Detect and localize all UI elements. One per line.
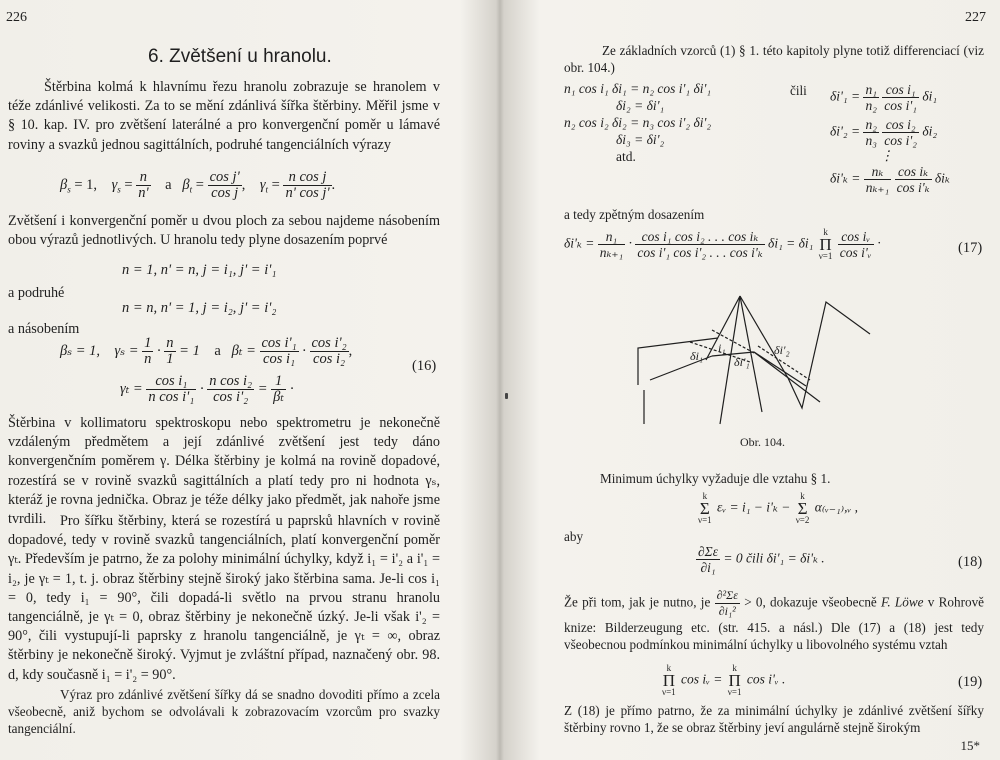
paragraph: Štěrbina kolmá k hlavnímu řezu hranolu zobrazuje se hranolem v téže zdánlivé velikosti. Za to se mění zdánlivá šířka štěrbiny. Měřil jsme v § 10. kap. IV. pro zvětšení laterálné a pro konvergenční poměr u lámavé roviny a svazků jednou sagittálních, podruhé tangenciálních výrazy <box>8 79 440 153</box>
page-number: 226 <box>6 10 27 25</box>
paragraph: a tedy zpětným dosazením <box>564 207 705 222</box>
equation-number: (18) <box>958 554 983 570</box>
paragraph: Minimum úchylky vyžaduje dle vztahu § 1. <box>600 471 831 486</box>
label-text: a podruhé <box>8 285 65 301</box>
equation-system-right: δi'₁ = $\frac{\text{n₁}}{\text{n₂}}$ $\frac{\text{cos i₁}}{\text{cos i'₁}}$ δi₁ δi'₂ = $\frac{\text{n₂}}{\text{n₃}}$ $\frac{\text{cos i₂}}{\text{cos i'₂}}$ δi₂ ⋮ δi'ₖ = $\frac{\text{nₖ}}{\text{nₖ₊₁}}$ $\frac{\text{cos iₖ}}{\text{cos i'ₖ}}$ δiₖ <box>830 82 950 195</box>
paragraph: Z (18) je přímo patrno, že za minimální úchylky je zdánlivé zvětšení šířky štěrbiny rovno 1, že se obraz štěrbiny jeví angulárně stejně širokým <box>564 703 984 735</box>
figure-label: δi₁ <box>690 349 704 363</box>
aby-label: aby <box>564 529 584 544</box>
paragraph: Štěrbina v kollimatoru spektroskopu nebo spektrometru je nekonečně vzdáleným předmětem a její zdánlivé zvětšení jest tedy dáno konvergenčním poměrem γ. Délka štěrbiny je kolmá na rovině dopadové, rozestírá se v rovině svazků sagittálních a platí tedy pro ni hodnota γₛ, kteráž je rovna jednička. Obraz je téže délky jako předmět, jak nahoře jsme tvrdili. <box>8 415 440 528</box>
figure-label: δi'₁ <box>734 355 750 369</box>
paragraph: Výraz pro zdánlivé zvětšení šířky dá se snadno dovoditi přímo a zcela všeobecně, aniž bychom se odvolávali k zobrazovacím vzorcům pro svazky tangenciální. <box>8 687 440 736</box>
label-text: a násobením <box>8 321 80 337</box>
equation-product: βₛ = 1, γₛ = $\frac{1}{n}$ · $\frac{n}{1}$ = 1 a βₜ = $\frac{\text{cos i'₁}}{\text{cos i₁}}$ · $\frac{\text{cos i'₂}}{\text{cos i₂}}$ , <box>60 335 353 367</box>
equation-number: (16) <box>412 358 437 374</box>
paragraph: Zvětšení i konvergenční poměr u dvou ploch za sebou najdeme násobením obou výrazů jednotlivých. U hranolu tedy plyne dosazením poprvé <box>8 213 440 249</box>
figure-prism-diagram <box>630 290 880 430</box>
paragraph: Pro šířku štěrbiny, která se rozestírá u paprsků hlavních v rovině dopadové, tedy v rovině svazků tangenciálních, platí konvergenční poměr γₜ. Především je patrno, že za polohy minimální úchylky, když i₁ = i'₂ a i'₁ = i₂, je γₜ = 1, t. j. obraz štěrbiny stejně široký jako štěrbina sama. Je-li cos i₁ = 0, tedy i₁ = 90°, čili dopadá-li světlo na prvou stranu hranolu tangenciálně, je γₜ = 0, obraz štěrbiny je nekonečně úzký. Je-li však i'₂ = 90°, čili vystupují-li paprsky z hranolu tangenciálně, je γₜ = ∞, obraz štěrbiny je nekonečně široký. Vyjmut je zvláštní případ, naznačený obr. 98. d, kdy současně i₁ = i'₂ = 90°. <box>8 513 440 683</box>
figure-label: δi'₂ <box>774 343 790 357</box>
paragraph: Ze základních vzorců (1) § 1. této kapitoly plyne totiž differenciací (viz obr. 104.) <box>564 43 984 75</box>
prism-face-2 <box>740 296 762 412</box>
signature-mark: 15* <box>960 738 980 753</box>
section-heading: 6. Zvětšení u hranolu. <box>148 46 332 67</box>
figure-caption: Obr. 104. <box>740 435 785 449</box>
equation-substitution-1: n = 1, n' = n, j = i₁, j' = i'₁ <box>122 262 277 278</box>
paragraph: Že při tom, jak je nutno, je $\frac{\text{∂²Σε}}{\text{∂i₁²}}$ > 0, dokazuje všeobecně F. Löwe v Rohrově knize: Bilderzeugung etc. (str. 415. a násl.) Dle (17) a (18) jest tedy všeobecnou podmínkou minimální úchylky u libovolného systému vztah <box>564 588 985 652</box>
equation-19: k Π ν=1 cos iᵥ = k Π ν=1 cos i'ᵥ . <box>662 663 786 697</box>
equation-gamma-t: γₜ = $\frac{\text{cos i₁}}{\text{n cos i'₁}}$ · $\frac{\text{n cos i₂}}{\text{cos i'₂}}$ = $\frac{1}{\text{βₜ}}$ · <box>120 373 295 405</box>
prism-left-edge <box>638 338 718 385</box>
equation-beta-gamma: $\beta_s = 1$, $\gamma_s$ = $\frac{n}{n'}$ a $\beta_t$ = $\frac{\text{cos j'}}{\text{cos j}}$ , $\gamma_t$ = $\frac{\text{n cos j}}{\text{n' cos j'}}$ . <box>60 169 336 201</box>
equation-number: (19) <box>958 674 983 690</box>
equation-sum: k Σ ν=1 εᵥ = i₁ − i'ₖ − k Σ ν=2 α₍ᵥ₋₁₎,ᵥ , <box>698 491 858 525</box>
right-page <box>500 0 1000 760</box>
equation-17: δi'ₖ = $\frac{\text{n₁}}{\text{nₖ₊₁}}$ · $\frac{\text{cos i₁ cos i₂ . . . cos iₖ}}{\text{cos i'₁ cos i'₂ . . . cos i'ₖ}}$ δi₁ = δi₁ k Π ν=1 $\frac{\text{cos iᵥ}}{\text{cos i'ᵥ}}$ · <box>564 227 882 261</box>
figure-label: i₁ <box>718 341 726 355</box>
equation-18: $\frac{\partial\Sigma\varepsilon}{\text{∂i₁}}$ = 0 čili δi'₁ = δi'ₖ . <box>698 544 825 575</box>
prism-right-edge <box>788 302 870 408</box>
page-number: 227 <box>965 10 986 25</box>
cili-label: čili <box>790 83 807 98</box>
equation-substitution-2: n = n, n' = 1, j = i₂, j' = i'₂ <box>122 300 277 316</box>
equation-system-left: n₁ cos i₁ δi₁ = n₂ cos i'₁ δi'₁ δi₂ = δi'₁ n₂ cos i₂ δi₂ = n₃ cos i'₂ δi'₂ δi₃ = δi'₂ atd. <box>564 81 712 164</box>
equation-number: (17) <box>958 240 983 256</box>
